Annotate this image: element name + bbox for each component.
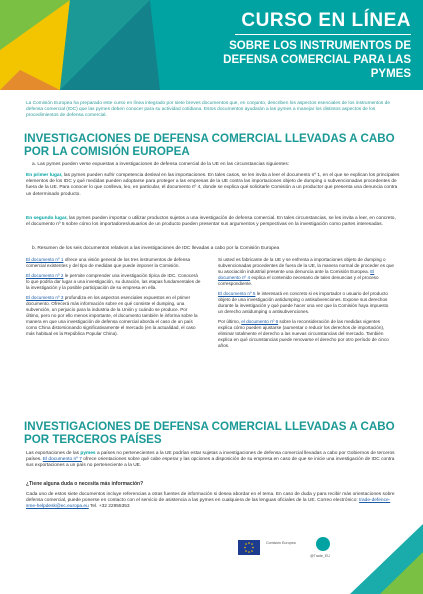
page-title: CURSO EN LÍNEA	[241, 10, 411, 31]
doc1-link[interactable]: El documento nº 1	[26, 257, 64, 262]
section-title-third-countries: INVESTIGACIONES DE DEFENSA COMERCIAL LLEVADAS A CABO POR TERCEROS PAÍSES	[24, 420, 395, 446]
tc-mid: a países no pertenecientes a la UE podrían estar sujetas a investigaciones de defensa comercial llevadas a cabo por Gobiernos de terceros países.	[26, 451, 395, 463]
intro-text: La Comisión Europea ha preparado este curso en línea integrado por siete breves documentos que, en conjunto, describen los aspectos esenciales de los instrumentos de defensa comercial (IDC) que las pymes deben conocer para su actividad cotidiana. Estos documentos ayudarán a las pymes a manejar los distintos aspectos de los procedimientos de defensa comercial.	[26, 101, 390, 119]
first-text: las pymes pueden sufrir competencia desleal en las importaciones. En tales casos, se les invita a leer el documento nº 1, en el que se explican los principales elementos de los IDC y qué medidas pueden adoptarse para proteger a las empresas de la UE contra las importaciones objeto de dumping o subvencionadas procedentes de fuera de la UE. Para conocer lo que conlleva, leo, en particular, el documento nº 4, donde se explica qué solicitarle Comisión a un productor que presenta una denuncia contra un determinado producto.	[26, 173, 400, 197]
helpdesk-email-link[interactable]: trade-defence-sme-helpdesk@ec.europa.eu	[26, 498, 391, 510]
tc-post: ofrece orientaciones sobre qué cabe esperar y las opciones a disposición de su empresa en caso de que se inicie una investigación de IDC contra sus exportaciones a un país no perteneciente a la UE.	[26, 457, 395, 469]
first-lead: En primer lugar,	[26, 173, 63, 178]
decorative-triangles	[0, 0, 200, 90]
hashtag-label: #EUtrade	[372, 515, 377, 533]
doc5-summary	[218, 291, 394, 315]
doc1-summary	[26, 257, 202, 269]
eu-flag-icon	[238, 540, 260, 555]
second-lead: En segundo lugar,	[26, 216, 68, 221]
doc6-pre: Por último,	[218, 319, 242, 324]
doc2-link[interactable]: El documento nº 2	[26, 273, 64, 278]
doc1-text: ofrece una visión general de los tres instrumentos de defensa comercial existentes y del tipo de medidas que puede imponer la Comisión.	[26, 257, 191, 268]
paragraph-first	[26, 173, 400, 198]
tc-pre: Las exportaciones de las	[26, 451, 81, 456]
doc6-text: sobre la reconsideración de las medidas vigentes explica cómo pueden ajustarse (aumentar o reducir los derechos de importación), eliminar totalmente el derecho a las nuevas circunstancias del mercado. También explica en qué circunstancias puede renovarse el derecho por otro período de cinco años.	[218, 319, 389, 348]
doc3-text: profundiza en los aspectos esenciales expuestos en el primer documento. Ofrecerá más información sobre en qué consiste el dumping, una subvención, un perjuicio para la industria de la Unión y cuándo se produce. Por último, pero no por ello menos importante, el documento también le informa sobre la manera en que una investigación de defensa comercial aborda el caso de un país como China distorsionando significativamente el mercado (en la actualidad, el caso más habitual es la República Popular China).	[26, 295, 198, 336]
doc5-link[interactable]: El documento nº 5	[218, 291, 256, 296]
tc-bold: pymes	[80, 451, 96, 456]
second-text: las pymes pueden importar o utilizar productos sujetos a una investigación de defensa comercial. En tales circunstancias, se les invita a leer, en concreto, el documento nº 5 sobre cómo los importadores/usuarios de un producto pueden presentar sus argumentos y perspectivas en la investigación como partes interesadas.	[26, 216, 396, 228]
commission-label: Comisión Europea	[266, 541, 296, 545]
header-banner	[0, 0, 423, 90]
doc2-text: le permite comprender una investigación típica de IDC. Conocerá lo que podría dar lugar a una investigación, su duración, las etapas fundamentales de la investigación y la posible participación de su empresa en ella.	[26, 273, 201, 290]
summary-column-left	[26, 257, 202, 341]
doc3-summary	[26, 295, 202, 337]
page-subtitle: SOBRE LOS INSTRUMENTOS DE DEFENSA COMERCIAL PARA LAS PYMES	[223, 40, 411, 80]
third-countries-paragraph	[26, 451, 400, 470]
doc6-link[interactable]: el documento nº 6	[241, 319, 279, 324]
contact-phone: Tel. +32 22955353	[88, 504, 130, 510]
doc4-summary	[218, 257, 394, 287]
doc3-link[interactable]: El documento nº 3	[26, 295, 64, 300]
list-item-b: b. Resumen de los seis documentos relativos a las investigaciones de IDC llevadas a cabo por la Comisión Europea	[32, 246, 280, 251]
doc6-summary	[218, 319, 394, 349]
doc5-text: le interesará en concreto si es importador o usuario del producto objeto de una investigación antidumping o antisubvenciones. Expone sus derechos durante la investigación y qué puede hacer una vez que la Comisión haya impuesto un derecho antidumping o antisubvenciones.	[218, 291, 389, 314]
twitter-icon	[316, 537, 330, 551]
contact-pre: Cada uno de estos siete documentos incluye referencias a otras fuentes de información si desea abordar en el tema. En caso de duda y para recibir más orientaciones sobre defensa comercial, puede ponerse en contacto con el servicio de asistencia a las pymes en cualquiera de las lenguas oficiales de la UE. Correo electrónico:	[26, 492, 395, 504]
title-divider	[235, 34, 411, 35]
summary-column-right	[218, 257, 394, 353]
doc4-link[interactable]: El documento nº 4	[218, 269, 375, 280]
list-item-a: a. Las pymes pueden verse expuestas a investigaciones de defensa comercial de la UE en las circunstancias siguientes:	[32, 162, 290, 167]
contact-paragraph	[26, 492, 400, 511]
twitter-handle[interactable]: @Trade_EU	[310, 554, 330, 558]
doc4-pre: Si usted es fabricante de la UE y se enfrenta a importaciones objeto de dumping o subvencionadas procedentes de fuera de la UE, la manera normal de proceder es que su asociación industrial presente una denuncia ante la Comisión Europea.	[218, 257, 394, 274]
doc2-summary	[26, 273, 202, 291]
section-title-ec: INVESTIGACIONES DE DEFENSA COMERCIAL LLEVADAS A CABO POR LA COMISIÓN EUROPEA	[24, 132, 395, 158]
footer-graphics	[200, 524, 423, 594]
doc4-text: explica el contenido necesario de tales denuncias y el proceso correspondiente.	[218, 275, 379, 286]
question-heading: ¿Tiene alguna duda o necesita más información?	[26, 481, 144, 487]
paragraph-second	[26, 216, 400, 228]
doc7-link[interactable]: El documento nº 7	[42, 457, 82, 463]
